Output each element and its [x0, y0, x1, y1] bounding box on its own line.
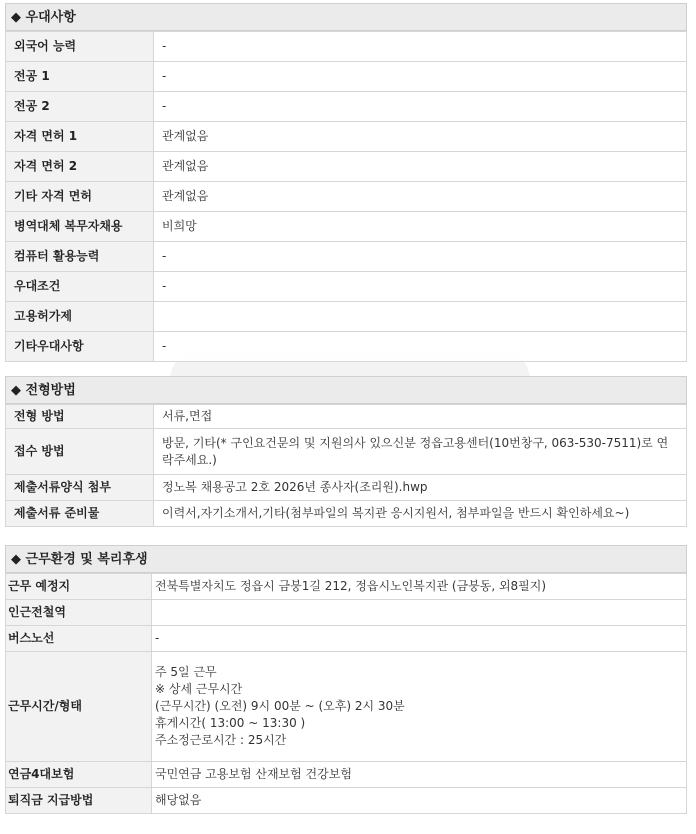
- selection-table: [5, 404, 687, 527]
- row-value: 서류,면접: [154, 405, 687, 429]
- work-hours-line: 주소정근로시간 : 25시간: [155, 733, 287, 747]
- table-row: [6, 788, 687, 814]
- row-value: [154, 302, 687, 332]
- row-label: 근무시간/형태: [6, 652, 152, 762]
- environment-table: [5, 573, 687, 814]
- table-row: [6, 62, 687, 92]
- table-row: [6, 272, 687, 302]
- row-label: 우대조건: [6, 272, 154, 302]
- row-value: -: [154, 92, 687, 122]
- row-label: 기타 자격 면허: [6, 182, 154, 212]
- row-label: 제출서류 준비물: [6, 501, 154, 527]
- row-value: -: [154, 242, 687, 272]
- environment-title: ◆ 근무환경 및 복리후생: [5, 545, 687, 573]
- row-value: 관계없음: [154, 182, 687, 212]
- row-value: [152, 600, 687, 626]
- table-row: [6, 652, 687, 762]
- work-hours-line: 주 5일 근무: [155, 665, 217, 679]
- row-label: 버스노선: [6, 626, 152, 652]
- table-row: [6, 405, 687, 429]
- row-value: -: [154, 272, 687, 302]
- work-hours-cell: [152, 652, 687, 762]
- table-row: [6, 574, 687, 600]
- row-label: 퇴직금 지급방법: [6, 788, 152, 814]
- row-label: 고용허가제: [6, 302, 154, 332]
- table-row: [6, 122, 687, 152]
- row-label: 자격 면허 2: [6, 152, 154, 182]
- row-label: 제출서류양식 첨부: [6, 475, 154, 501]
- table-row: [6, 182, 687, 212]
- row-label: 연금4대보험: [6, 762, 152, 788]
- selection-section: [5, 376, 687, 527]
- row-value: -: [154, 332, 687, 362]
- row-value: 관계없음: [154, 122, 687, 152]
- table-row: [6, 92, 687, 122]
- table-row: [6, 332, 687, 362]
- row-label: 외국어 능력: [6, 32, 154, 62]
- work-hours-line: 휴게시간( 13:00 ~ 13:30 ): [155, 716, 306, 730]
- preferences-section: [5, 3, 687, 362]
- row-value: -: [152, 626, 687, 652]
- row-label: 전공 2: [6, 92, 154, 122]
- table-row: [6, 32, 687, 62]
- table-row: [6, 762, 687, 788]
- work-hours-line: (근무시간) (오전) 9시 00분 ~ (오후) 2시 30분: [155, 699, 405, 713]
- row-label: 컴퓨터 활용능력: [6, 242, 154, 272]
- row-label: 전공 1: [6, 62, 154, 92]
- preferences-table: [5, 31, 687, 362]
- table-row: [6, 152, 687, 182]
- row-value: -: [154, 62, 687, 92]
- table-row: [6, 212, 687, 242]
- row-label: 전형 방법: [6, 405, 154, 429]
- table-row: [6, 475, 687, 501]
- preferences-title: ◆ 우대사항: [5, 3, 687, 31]
- table-row: [6, 626, 687, 652]
- row-label: 접수 방법: [6, 429, 154, 475]
- row-label: 병역대체 복무자채용: [6, 212, 154, 242]
- row-value: 이력서,자기소개서,기타(첨부파일의 복지관 응시지원서, 첨부파일을 반드시 확인하세요~): [154, 501, 687, 527]
- table-row: [6, 429, 687, 475]
- row-label: 자격 면허 1: [6, 122, 154, 152]
- table-row: [6, 242, 687, 272]
- environment-section: [5, 545, 687, 814]
- row-label: 근무 예정지: [6, 574, 152, 600]
- row-value: 비희망: [154, 212, 687, 242]
- work-hours-line: ※ 상세 근무시간: [155, 682, 243, 696]
- row-value: -: [154, 32, 687, 62]
- row-label: 인근전철역: [6, 600, 152, 626]
- table-row: [6, 501, 687, 527]
- row-value: 국민연금 고용보험 산재보험 건강보험: [152, 762, 687, 788]
- row-value: 정노복 채용공고 2호 2026년 종사자(조리원).hwp: [154, 475, 687, 501]
- row-value: 방문, 기타(* 구인요건문의 및 지원의사 있으신분 정읍고용센터(10번창구, 063-530-7511)로 연락주세요.): [154, 429, 687, 475]
- row-value: 관계없음: [154, 152, 687, 182]
- table-row: [6, 302, 687, 332]
- row-value: 전북특별자치도 정읍시 금붕1길 212, 정읍시노인복지관 (금붕동, 외8필지): [152, 574, 687, 600]
- selection-title: ◆ 전형방법: [5, 376, 687, 404]
- table-row: [6, 600, 687, 626]
- row-value: 해당없음: [152, 788, 687, 814]
- row-label: 기타우대사항: [6, 332, 154, 362]
